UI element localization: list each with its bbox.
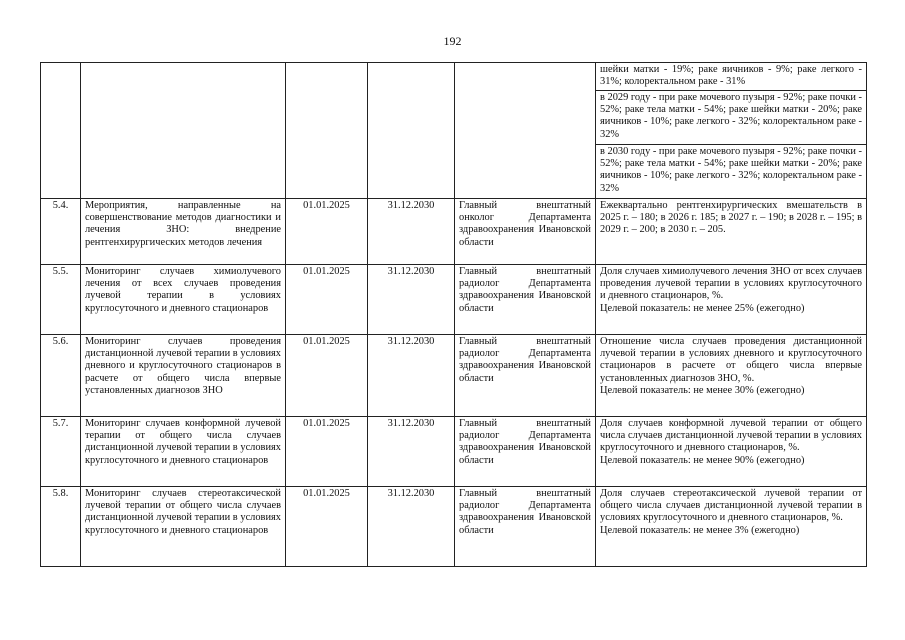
cell-indicator	[596, 335, 867, 417]
table-row	[41, 335, 867, 417]
cell-indicator	[596, 199, 867, 265]
cell-executor: Главный внештатный радиолог Департамента здравоохранения Ивановской области	[455, 487, 596, 567]
cell-activity: Мониторинг случаев проведения дистанционной лучевой терапии в условиях дневного и круглосуточного стационаров в расчете от общего числа впервые установленных диагнозов ЗНО	[81, 335, 286, 417]
indicator-target: Целевой показатель: не менее 3% (ежегодно)	[600, 524, 800, 536]
indicator-part: в 2030 году - при раке мочевого пузыря - 92%; раке почки - 52%; раке тела матки - 54%; раке шейки матки - 20%; раке яичников - 10%; раке легкого - 32%; колоректальном раке - 32%	[596, 144, 866, 198]
table-row	[41, 487, 867, 567]
cell-end: 31.12.2030	[368, 335, 455, 417]
cell-activity: Мониторинг случаев химиолучевого лечения от всех случаев проведения лучевой терапии в условиях круглосуточного и дневного стационаров	[81, 265, 286, 335]
indicator-text: Отношение числа случаев проведения дистанционной лучевой терапии в условиях дневного и круглосуточного стационаров в расчете от общего числа впервые установленных диагнозов ЗНО, %.	[600, 336, 862, 384]
indicator-target: Целевой показатель: не менее 90% (ежегодно)	[600, 454, 805, 466]
cell-start: 01.01.2025	[286, 335, 368, 417]
indicator-text: Доля случаев химиолучевого лечения ЗНО от всех случаев проведения лучевой терапии в условиях круглосуточного и дневного стационаров, %.	[600, 266, 862, 302]
indicator-text: Доля случаев стереотаксической лучевой терапии от общего числа случаев дистанционной лучевой терапии в условиях круглосуточного и дневного стационаров, %.	[600, 488, 862, 524]
cell-end	[368, 63, 455, 199]
cell-executor: Главный внештатный онколог Департамента здравоохранения Ивановской области	[455, 199, 596, 265]
cell-start: 01.01.2025	[286, 199, 368, 265]
cell-indicator	[596, 265, 867, 335]
activity-table	[40, 62, 867, 567]
indicator-target: Целевой показатель: не менее 25% (ежегодно)	[600, 302, 805, 314]
cell-activity: Мероприятия, направленные на совершенствование методов диагностики и лечения ЗНО: внедрение рентгенхирургических методов лечения	[81, 199, 286, 265]
cell-executor	[455, 63, 596, 199]
cell-indicator	[596, 487, 867, 567]
cell-end: 31.12.2030	[368, 417, 455, 487]
cell-executor: Главный внештатный радиолог Департамента здравоохранения Ивановской области	[455, 265, 596, 335]
cell-executor: Главный внештатный радиолог Департамента здравоохранения Ивановской области	[455, 417, 596, 487]
cell-num: 5.5.	[41, 265, 81, 335]
cell-start: 01.01.2025	[286, 265, 368, 335]
cell-executor: Главный внештатный радиолог Департамента здравоохранения Ивановской области	[455, 335, 596, 417]
table-row	[41, 199, 867, 265]
cell-num: 5.7.	[41, 417, 81, 487]
indicator-part: в 2029 году - при раке мочевого пузыря - 92%; раке почки - 52%; раке тела матки - 54%; раке шейки матки - 20%; раке яичников - 10%; раке легкого - 32%; колоректальном раке - 32%	[596, 90, 866, 144]
indicator-text: Ежеквартально рентгенхирургических вмешательств в 2025 г. – 180; в 2026 г. 185; в 2027 г. – 190; в 2028 г. – 195; в 2029 г. – 200; в 2030 г. – 205.	[600, 200, 862, 236]
page-number: 192	[443, 34, 462, 48]
cell-activity: Мониторинг случаев конформной лучевой терапии от общего числа случаев дистанционной лучевой терапии в условиях круглосуточного и дневного стационаров	[81, 417, 286, 487]
cell-num: 5.8.	[41, 487, 81, 567]
cell-indicator	[596, 417, 867, 487]
cell-activity: Мониторинг случаев стереотаксической лучевой терапии от общего числа случаев дистанционной лучевой терапии в условиях круглосуточного и дневного стационаров	[81, 487, 286, 567]
table-row-continuation	[41, 63, 867, 199]
table-row	[41, 417, 867, 487]
cell-num: 5.6.	[41, 335, 81, 417]
indicator-part: шейки матки - 19%; раке яичников - 9%; раке легкого - 31%; колоректальном раке - 31%	[600, 64, 862, 88]
cell-indicator	[596, 63, 867, 199]
cell-start: 01.01.2025	[286, 487, 368, 567]
indicator-text: Доля случаев конформной лучевой терапии от общего числа случаев дистанционной лучевой терапии в условиях круглосуточного и дневного стационаров, %.	[600, 418, 862, 454]
cell-end: 31.12.2030	[368, 265, 455, 335]
cell-end: 31.12.2030	[368, 199, 455, 265]
table-row	[41, 265, 867, 335]
cell-end: 31.12.2030	[368, 487, 455, 567]
cell-num	[41, 63, 81, 199]
cell-start: 01.01.2025	[286, 417, 368, 487]
cell-num: 5.4.	[41, 199, 81, 265]
indicator-target: Целевой показатель: не менее 30% (ежегодно)	[600, 384, 805, 396]
cell-activity	[81, 63, 286, 199]
cell-start	[286, 63, 368, 199]
